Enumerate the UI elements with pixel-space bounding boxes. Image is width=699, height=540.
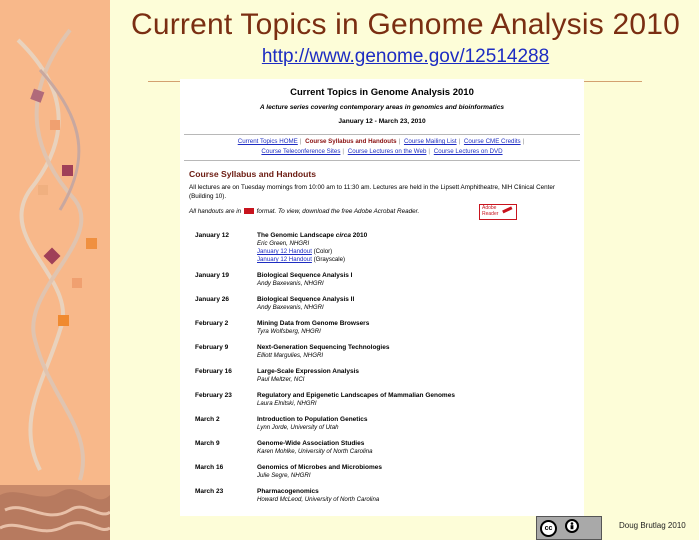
- lecture-title: Pharmacogenomics: [257, 488, 319, 495]
- lecture-title: Large-Scale Expression Analysis: [257, 368, 360, 375]
- lecture-row: [180, 368, 584, 390]
- lecture-title: Next-Generation Sequencing Technologies: [257, 344, 390, 351]
- nav-link-lectures-web[interactable]: Course Lectures on the Web: [347, 148, 427, 155]
- lecture-row: [180, 232, 584, 270]
- lecture-row: [180, 320, 584, 342]
- lecture-speaker: Tyra Wolfsberg, NHGRI: [257, 328, 321, 335]
- lecture-title: The Genomic Landscape circa 2010: [257, 232, 368, 239]
- pdf-note: [189, 205, 576, 220]
- decor-square: [62, 165, 73, 176]
- lecture-title: Introduction to Population Genetics: [257, 416, 368, 423]
- lecture-speaker: Elliott Margulies, NHGRI: [257, 352, 324, 359]
- lecture-row: [180, 464, 584, 486]
- lecture-speaker: Lynn Jorde, University of Utah: [257, 424, 339, 431]
- lecture-title: Genomics of Microbes and Microbiomes: [257, 464, 382, 471]
- lecture-date: January 12: [195, 232, 229, 239]
- lecture-date: February 9: [195, 344, 229, 351]
- lecture-speaker: Howard McLeod, University of North Carolina: [257, 496, 380, 503]
- lecture-speaker: Andy Baxevanis, NHGRI: [257, 280, 324, 287]
- nav-link-cme-credits[interactable]: Course CME Credits: [463, 138, 521, 145]
- webpage-screenshot: [180, 79, 584, 516]
- lecture-row: [180, 296, 584, 318]
- handout-color-row: January 12 Handout (Color): [257, 248, 333, 255]
- lecture-date: January 19: [195, 272, 229, 279]
- lecture-title: Regulatory and Epigenetic Landscapes of Mammalian Genomes: [257, 392, 455, 399]
- nav-link-mailing-list[interactable]: Course Mailing List: [403, 138, 457, 145]
- pdf-note-after: format. To view, download the free Adobe Acrobat Reader.: [256, 208, 420, 215]
- webpage-subtitle: A lecture series covering contemporary areas in genomics and bioinformatics: [259, 104, 505, 111]
- lecture-date: March 9: [195, 440, 220, 447]
- slide-url-link[interactable]: http://www.genome.gov/12514288: [261, 46, 550, 67]
- lecture-speaker: Eric Green, NHGRI: [257, 240, 310, 247]
- lecture-title: Biological Sequence Analysis II: [257, 296, 355, 303]
- pdf-note-before: All handouts are in: [189, 208, 242, 215]
- lecture-speaker: Laura Elnitski, NHGRI: [257, 400, 317, 407]
- intro-text: All lectures are on Tuesday mornings from 10:00 am to 11:30 am. Lectures are held in the Lipsett Amphitheatre, NIH Clinical Center (Building 10).: [189, 184, 555, 200]
- lecture-row: [180, 392, 584, 414]
- adobe-reader-badge[interactable]: [479, 204, 517, 220]
- lecture-date: February 2: [195, 320, 229, 327]
- lecture-title: Genome-Wide Association Studies: [257, 440, 365, 447]
- attribution-icon: [565, 519, 579, 533]
- lecture-speaker: Andy Baxevanis, NHGRI: [257, 304, 324, 311]
- slide-title: Current Topics in Genome Analysis 2010: [130, 8, 680, 41]
- lecture-title: Mining Data from Genome Browsers: [257, 320, 370, 327]
- lecture-date: February 16: [195, 368, 232, 375]
- section-title: Course Syllabus and Handouts: [189, 169, 317, 179]
- lecture-speaker: Paul Meltzer, NCI: [257, 376, 305, 383]
- nav-link-home[interactable]: Current Topics HOME: [237, 138, 298, 145]
- lecture-title: Biological Sequence Analysis I: [257, 272, 353, 279]
- lecture-row: [180, 440, 584, 462]
- lecture-date: March 16: [195, 464, 224, 471]
- handout-gray-row: January 12 Handout (Grayscale): [257, 256, 346, 263]
- nav-link-lectures-dvd[interactable]: Course Lectures on DVD: [433, 148, 503, 155]
- reader-badge-line1: Adobe: [482, 205, 497, 211]
- lecture-date: February 23: [195, 392, 232, 399]
- nav-link-syllabus[interactable]: Course Syllabus and Handouts: [305, 138, 397, 145]
- dna-helix-decoration: [0, 0, 110, 540]
- handout-color-link[interactable]: January 12 Handout: [257, 248, 312, 255]
- lecture-row: [180, 272, 584, 294]
- lecture-date: January 26: [195, 296, 229, 303]
- cc-icon: cc: [540, 520, 557, 537]
- lecture-row: [180, 488, 584, 510]
- lecture-date: March 2: [195, 416, 220, 423]
- lecture-date: March 23: [195, 488, 224, 495]
- nav-link-teleconference[interactable]: Course Teleconference Sites: [261, 148, 341, 155]
- webpage-dates: January 12 - March 23, 2010: [338, 118, 426, 125]
- creative-commons-badge: [536, 516, 602, 540]
- lecture-row: [180, 344, 584, 366]
- handout-gray-link[interactable]: January 12 Handout: [257, 256, 312, 263]
- reader-badge-line2: Reader: [482, 211, 499, 217]
- webpage-nav: Current Topics HOME | Course Syllabus and Handouts | Course Mailing List | Course CME Credits | Course Teleconference Sites | Course Lectures on the Web | Course Lectures on DVD: [184, 134, 580, 161]
- lecture-speaker: Julie Segre, NHGRI: [257, 472, 311, 479]
- lecture-row: [180, 416, 584, 438]
- webpage-title: Current Topics in Genome Analysis 2010: [290, 87, 474, 98]
- lecture-speaker: Karen Mohlke, University of North Carolina: [257, 448, 373, 455]
- decor-square: [30, 89, 44, 103]
- footer-author: Doug Brutlag 2010: [619, 521, 686, 530]
- pdf-icon: [244, 208, 254, 214]
